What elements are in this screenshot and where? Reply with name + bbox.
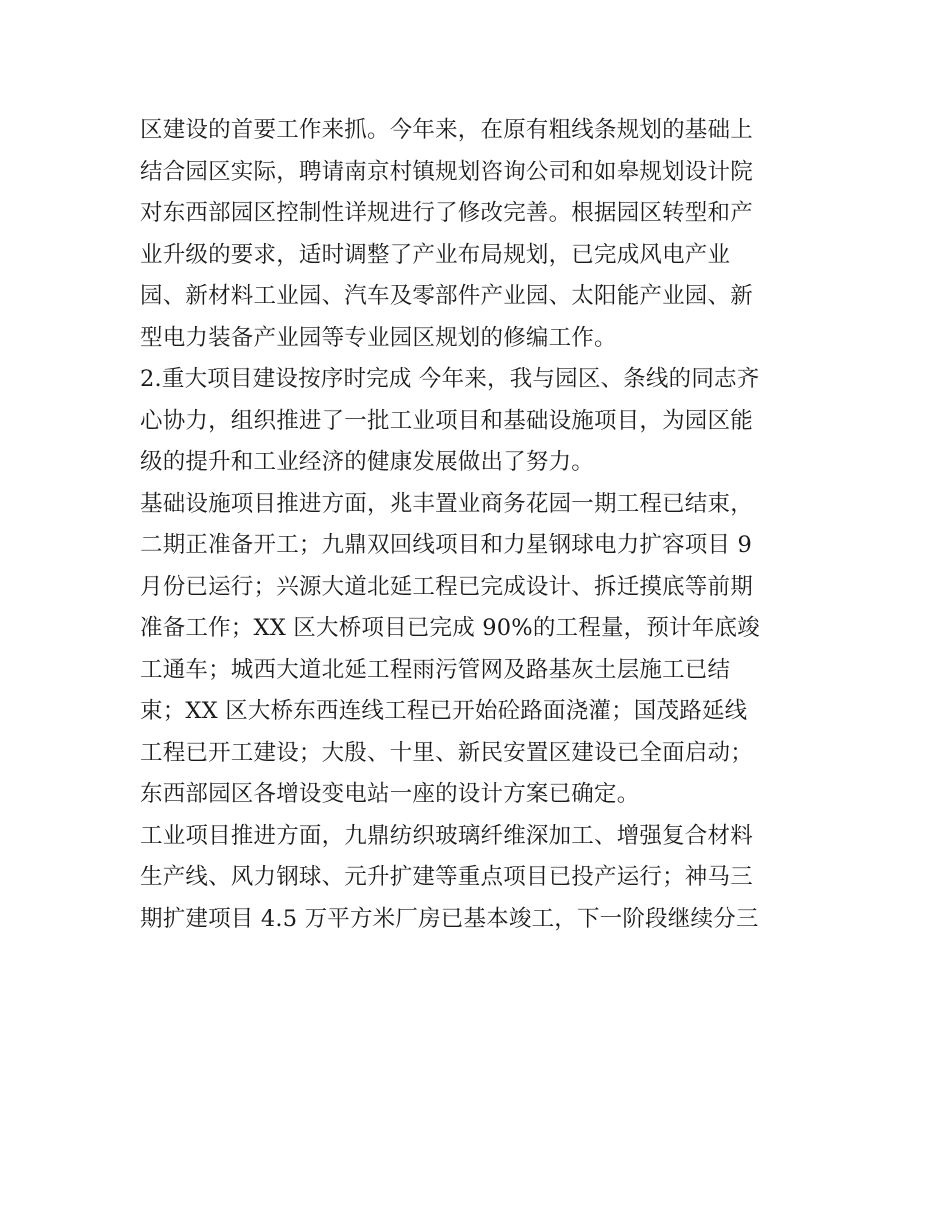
paragraph-industrial-projects: 工业项目推进方面，九鼎纺织玻璃纤维深加工、增强复合材料 生产线、风力钢球、元升扩建等重点项目已投产运行；神马三 期扩建项目 4.5 万平方米厂房已基本竣工，下一阶段继续分三 [140, 822, 759, 932]
paragraph-infrastructure: 基础设施项目推进方面，兆丰置业商务花园一期工程已结束， 二期正准备开工；九鼎双回线项目和力星钢球电力扩容项目 9 月份已运行；兴源大道北延工程已完成设计、拆迁摸底等前期 准备工作；XX 区大桥项目已完成 90%的工程量，预计年底竣 工通车；城西大道北延工程雨污管网及路基灰土层施工已结 束；XX 区大桥东西连线工程已开始砼路面浇灌；国茂路延线 工程已开工建设；大殷、十里、新民安置区建设已全面启动； 东西部园区各增设变电站一座的设计方案已确定。 [140, 490, 760, 807]
paragraph-planning: 区建设的首要工作来抓。今年来，在原有粗线条规划的基础上 结合园区实际，聘请南京村镇规划咨询公司和如皋规划设计院 对东西部园区控制性详规进行了修改完善。根据园区转型和产 业升级的要求，适时调整了产业布局规划，已完成风电产业 园、新材料工业园、汽车及零部件产业园、太阳能产业园、新 型电力装备产业园等专业园区规划的修编工作。 [140, 117, 753, 351]
document-body [140, 110, 820, 940]
paragraph-major-projects: 2.重大项目建设按序时完成 今年来，我与园区、条线的同志齐 心协力，组织推进了一批工业项目和基础设施项目，为园区能 级的提升和工业经济的健康发展做出了努力。 [140, 366, 760, 475]
